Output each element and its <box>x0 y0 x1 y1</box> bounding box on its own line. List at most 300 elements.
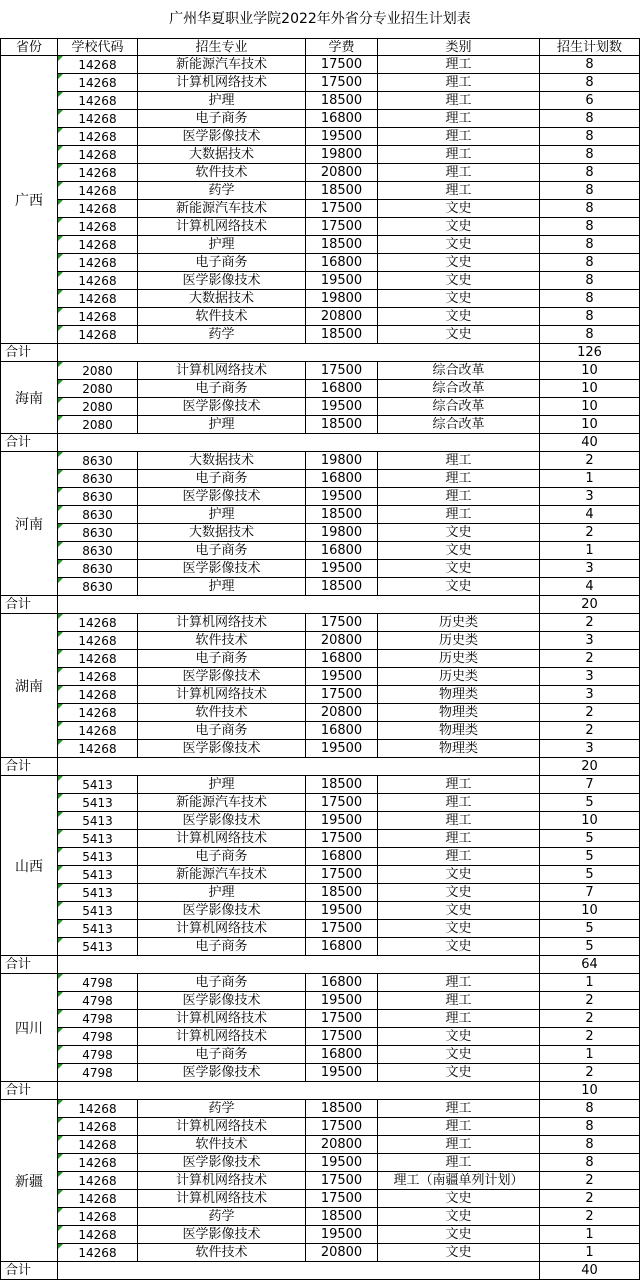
total-blank-cell <box>58 1262 540 1280</box>
cell-major: 软件技术 <box>138 164 306 182</box>
cell-category: 综合改革 <box>378 362 540 380</box>
cell-plan-count: 8 <box>540 200 640 218</box>
table-row <box>0 830 640 848</box>
table-row <box>0 470 640 488</box>
cell-tuition: 17500 <box>306 1028 378 1046</box>
cell-major: 计算机网络技术 <box>138 1010 306 1028</box>
total-value: 64 <box>540 956 640 974</box>
cell-school-code: 8630 <box>58 578 138 596</box>
cell-plan-count: 1 <box>540 974 640 992</box>
text-number-marker-icon <box>58 776 63 781</box>
header-province: 省份 <box>0 38 58 56</box>
table-row <box>0 1154 640 1172</box>
total-value: 40 <box>540 434 640 452</box>
cell-plan-count: 2 <box>540 722 640 740</box>
table-row <box>0 272 640 290</box>
total-blank-cell <box>58 344 540 362</box>
table-row <box>0 848 640 866</box>
total-blank-cell <box>58 758 540 776</box>
cell-plan-count: 10 <box>540 812 640 830</box>
table-row <box>0 740 640 758</box>
cell-plan-count: 4 <box>540 506 640 524</box>
cell-school-code: 14268 <box>58 128 138 146</box>
cell-tuition: 16800 <box>306 380 378 398</box>
table-row <box>0 1010 640 1028</box>
cell-school-code: 14268 <box>58 1208 138 1226</box>
table-row <box>0 1226 640 1244</box>
cell-plan-count: 7 <box>540 776 640 794</box>
cell-tuition: 20800 <box>306 632 378 650</box>
cell-major: 计算机网络技术 <box>138 1172 306 1190</box>
text-number-marker-icon <box>58 830 63 835</box>
cell-category: 综合改革 <box>378 380 540 398</box>
cell-tuition: 18500 <box>306 884 378 902</box>
cell-category: 物理类 <box>378 722 540 740</box>
header-major: 招生专业 <box>138 38 306 56</box>
text-number-marker-icon <box>58 1226 63 1231</box>
cell-category: 文史 <box>378 326 540 344</box>
table-row <box>0 1208 640 1226</box>
cell-tuition: 16800 <box>306 254 378 272</box>
table-row <box>0 182 640 200</box>
table-row <box>0 1100 640 1118</box>
cell-plan-count: 1 <box>540 1226 640 1244</box>
cell-school-code: 8630 <box>58 470 138 488</box>
cell-plan-count: 2 <box>540 524 640 542</box>
text-number-marker-icon <box>58 254 63 259</box>
cell-major: 药学 <box>138 1208 306 1226</box>
text-number-marker-icon <box>58 668 63 673</box>
cell-school-code: 14268 <box>58 218 138 236</box>
cell-major: 护理 <box>138 416 306 434</box>
text-number-marker-icon <box>58 686 63 691</box>
cell-tuition: 17500 <box>306 56 378 74</box>
total-label: 合计 <box>0 596 58 614</box>
cell-school-code: 5413 <box>58 848 138 866</box>
cell-category: 历史类 <box>378 650 540 668</box>
cell-tuition: 20800 <box>306 1136 378 1154</box>
cell-category: 理工 <box>378 56 540 74</box>
cell-major: 医学影像技术 <box>138 1064 306 1082</box>
text-number-marker-icon <box>58 1046 63 1051</box>
text-number-marker-icon <box>58 398 63 403</box>
text-number-marker-icon <box>58 218 63 223</box>
total-label: 合计 <box>0 956 58 974</box>
cell-major: 电子商务 <box>138 1046 306 1064</box>
text-number-marker-icon <box>58 290 63 295</box>
cell-category: 综合改革 <box>378 398 540 416</box>
text-number-marker-icon <box>58 812 63 817</box>
cell-tuition: 18500 <box>306 1100 378 1118</box>
cell-tuition: 16800 <box>306 938 378 956</box>
cell-plan-count: 7 <box>540 884 640 902</box>
cell-major: 计算机网络技术 <box>138 686 306 704</box>
cell-category: 理工 <box>378 1136 540 1154</box>
cell-category: 理工 <box>378 74 540 92</box>
cell-tuition: 17500 <box>306 686 378 704</box>
text-number-marker-icon <box>58 1064 63 1069</box>
cell-category: 理工 <box>378 488 540 506</box>
cell-plan-count: 2 <box>540 1190 640 1208</box>
cell-tuition: 17500 <box>306 1190 378 1208</box>
cell-category: 理工 <box>378 794 540 812</box>
cell-major: 计算机网络技术 <box>138 920 306 938</box>
cell-major: 医学影像技术 <box>138 560 306 578</box>
cell-category: 理工（南疆单列计划） <box>378 1172 540 1190</box>
total-value: 20 <box>540 758 640 776</box>
cell-tuition: 18500 <box>306 776 378 794</box>
cell-tuition: 19500 <box>306 902 378 920</box>
cell-plan-count: 8 <box>540 272 640 290</box>
cell-major: 护理 <box>138 776 306 794</box>
cell-tuition: 19500 <box>306 272 378 290</box>
table-row <box>0 722 640 740</box>
text-number-marker-icon <box>58 560 63 565</box>
total-label: 合计 <box>0 1082 58 1100</box>
cell-tuition: 19500 <box>306 1154 378 1172</box>
cell-category: 理工 <box>378 848 540 866</box>
cell-major: 计算机网络技术 <box>138 1028 306 1046</box>
cell-school-code: 4798 <box>58 1046 138 1064</box>
cell-tuition: 17500 <box>306 1172 378 1190</box>
cell-tuition: 19500 <box>306 740 378 758</box>
cell-plan-count: 3 <box>540 686 640 704</box>
table-row <box>0 920 640 938</box>
cell-plan-count: 2 <box>540 452 640 470</box>
cell-school-code: 14268 <box>58 1244 138 1262</box>
cell-tuition: 18500 <box>306 182 378 200</box>
cell-plan-count: 2 <box>540 1208 640 1226</box>
cell-tuition: 19500 <box>306 1226 378 1244</box>
cell-school-code: 2080 <box>58 398 138 416</box>
cell-tuition: 19500 <box>306 488 378 506</box>
cell-tuition: 16800 <box>306 722 378 740</box>
text-number-marker-icon <box>58 272 63 277</box>
cell-major: 医学影像技术 <box>138 1226 306 1244</box>
cell-plan-count: 6 <box>540 92 640 110</box>
cell-category: 文史 <box>378 1208 540 1226</box>
cell-major: 电子商务 <box>138 848 306 866</box>
table-row <box>0 1136 640 1154</box>
cell-major: 护理 <box>138 578 306 596</box>
total-blank-cell <box>58 1082 540 1100</box>
cell-category: 理工 <box>378 146 540 164</box>
cell-tuition: 19500 <box>306 128 378 146</box>
text-number-marker-icon <box>58 1208 63 1213</box>
cell-plan-count: 3 <box>540 632 640 650</box>
table-row <box>0 254 640 272</box>
cell-school-code: 14268 <box>58 1154 138 1172</box>
cell-school-code: 14268 <box>58 686 138 704</box>
cell-plan-count: 4 <box>540 578 640 596</box>
table-row <box>0 74 640 92</box>
cell-category: 文史 <box>378 272 540 290</box>
text-number-marker-icon <box>58 452 63 457</box>
cell-major: 医学影像技术 <box>138 398 306 416</box>
table-row <box>0 110 640 128</box>
table-row <box>0 812 640 830</box>
cell-category: 理工 <box>378 470 540 488</box>
cell-category: 理工 <box>378 92 540 110</box>
cell-school-code: 14268 <box>58 56 138 74</box>
text-number-marker-icon <box>58 884 63 889</box>
cell-major: 新能源汽车技术 <box>138 56 306 74</box>
cell-school-code: 4798 <box>58 1028 138 1046</box>
header-plan-count: 招生计划数 <box>540 38 640 56</box>
header-school-code: 学校代码 <box>58 38 138 56</box>
text-number-marker-icon <box>58 992 63 997</box>
table-row <box>0 938 640 956</box>
total-row <box>0 1082 640 1100</box>
cell-category: 理工 <box>378 182 540 200</box>
cell-tuition: 16800 <box>306 470 378 488</box>
cell-plan-count: 10 <box>540 380 640 398</box>
cell-tuition: 17500 <box>306 1118 378 1136</box>
cell-tuition: 18500 <box>306 1208 378 1226</box>
cell-category: 文史 <box>378 1028 540 1046</box>
text-number-marker-icon <box>58 74 63 79</box>
cell-major: 软件技术 <box>138 704 306 722</box>
cell-plan-count: 8 <box>540 1100 640 1118</box>
cell-major: 电子商务 <box>138 722 306 740</box>
cell-school-code: 14268 <box>58 164 138 182</box>
cell-plan-count: 8 <box>540 236 640 254</box>
cell-major: 大数据技术 <box>138 146 306 164</box>
total-value: 10 <box>540 1082 640 1100</box>
cell-plan-count: 1 <box>540 470 640 488</box>
cell-category: 综合改革 <box>378 416 540 434</box>
text-number-marker-icon <box>58 1136 63 1141</box>
cell-major: 电子商务 <box>138 110 306 128</box>
text-number-marker-icon <box>58 722 63 727</box>
cell-tuition: 17500 <box>306 794 378 812</box>
cell-plan-count: 2 <box>540 614 640 632</box>
cell-major: 医学影像技术 <box>138 812 306 830</box>
page-title: 广州华夏职业学院2022年外省分专业招生计划表 <box>169 11 471 27</box>
cell-plan-count: 8 <box>540 146 640 164</box>
cell-school-code: 14268 <box>58 614 138 632</box>
cell-tuition: 16800 <box>306 650 378 668</box>
cell-major: 药学 <box>138 182 306 200</box>
cell-category: 文史 <box>378 1244 540 1262</box>
text-number-marker-icon <box>58 1028 63 1033</box>
text-number-marker-icon <box>58 470 63 475</box>
cell-school-code: 14268 <box>58 182 138 200</box>
cell-major: 软件技术 <box>138 632 306 650</box>
cell-school-code: 14268 <box>58 740 138 758</box>
cell-category: 历史类 <box>378 632 540 650</box>
text-number-marker-icon <box>58 1154 63 1159</box>
cell-major: 大数据技术 <box>138 452 306 470</box>
table-row <box>0 974 640 992</box>
table-row <box>0 1190 640 1208</box>
cell-category: 理工 <box>378 506 540 524</box>
cell-plan-count: 8 <box>540 1154 640 1172</box>
cell-plan-count: 8 <box>540 308 640 326</box>
cell-school-code: 14268 <box>58 272 138 290</box>
cell-tuition: 17500 <box>306 866 378 884</box>
cell-plan-count: 8 <box>540 128 640 146</box>
cell-major: 医学影像技术 <box>138 488 306 506</box>
cell-category: 理工 <box>378 128 540 146</box>
cell-category: 文史 <box>378 290 540 308</box>
table-row <box>0 236 640 254</box>
cell-tuition: 17500 <box>306 74 378 92</box>
cell-category: 理工 <box>378 110 540 128</box>
text-number-marker-icon <box>58 794 63 799</box>
cell-tuition: 18500 <box>306 578 378 596</box>
table-row <box>0 128 640 146</box>
cell-tuition: 20800 <box>306 308 378 326</box>
total-label: 合计 <box>0 758 58 776</box>
province-cell: 海南 <box>0 362 58 434</box>
table-row <box>0 326 640 344</box>
cell-category: 理工 <box>378 164 540 182</box>
cell-major: 护理 <box>138 884 306 902</box>
table-row <box>0 398 640 416</box>
cell-school-code: 14268 <box>58 236 138 254</box>
cell-tuition: 19500 <box>306 992 378 1010</box>
cell-school-code: 14268 <box>58 326 138 344</box>
cell-tuition: 18500 <box>306 506 378 524</box>
cell-school-code: 14268 <box>58 290 138 308</box>
total-label: 合计 <box>0 344 58 362</box>
cell-major: 计算机网络技术 <box>138 830 306 848</box>
table-row <box>0 200 640 218</box>
cell-plan-count: 5 <box>540 938 640 956</box>
cell-major: 药学 <box>138 326 306 344</box>
table-row <box>0 1046 640 1064</box>
table-row <box>0 308 640 326</box>
cell-plan-count: 3 <box>540 740 640 758</box>
text-number-marker-icon <box>58 704 63 709</box>
table-row <box>0 866 640 884</box>
text-number-marker-icon <box>58 938 63 943</box>
cell-plan-count: 8 <box>540 110 640 128</box>
text-number-marker-icon <box>58 650 63 655</box>
cell-tuition: 18500 <box>306 326 378 344</box>
cell-category: 文史 <box>378 200 540 218</box>
cell-tuition: 18500 <box>306 416 378 434</box>
cell-category: 理工 <box>378 452 540 470</box>
table-row <box>0 650 640 668</box>
text-number-marker-icon <box>58 848 63 853</box>
table-row <box>0 452 640 470</box>
total-row <box>0 596 640 614</box>
cell-school-code: 14268 <box>58 1136 138 1154</box>
cell-category: 文史 <box>378 578 540 596</box>
cell-school-code: 2080 <box>58 416 138 434</box>
table-row <box>0 1028 640 1046</box>
cell-category: 文史 <box>378 236 540 254</box>
table-row <box>0 542 640 560</box>
cell-tuition: 17500 <box>306 362 378 380</box>
cell-major: 大数据技术 <box>138 524 306 542</box>
cell-school-code: 14268 <box>58 632 138 650</box>
table-row <box>0 884 640 902</box>
cell-major: 医学影像技术 <box>138 740 306 758</box>
cell-category: 文史 <box>378 902 540 920</box>
cell-plan-count: 8 <box>540 326 640 344</box>
cell-category: 文史 <box>378 1046 540 1064</box>
cell-plan-count: 10 <box>540 416 640 434</box>
cell-school-code: 4798 <box>58 1064 138 1082</box>
cell-category: 文史 <box>378 524 540 542</box>
cell-tuition: 20800 <box>306 1244 378 1262</box>
province-cell: 新疆 <box>0 1100 58 1262</box>
cell-major: 电子商务 <box>138 974 306 992</box>
cell-plan-count: 8 <box>540 74 640 92</box>
cell-plan-count: 8 <box>540 254 640 272</box>
cell-school-code: 8630 <box>58 488 138 506</box>
cell-school-code: 2080 <box>58 362 138 380</box>
cell-school-code: 14268 <box>58 722 138 740</box>
cell-plan-count: 8 <box>540 290 640 308</box>
cell-major: 电子商务 <box>138 254 306 272</box>
table-row <box>0 380 640 398</box>
cell-tuition: 18500 <box>306 236 378 254</box>
cell-school-code: 14268 <box>58 668 138 686</box>
cell-tuition: 20800 <box>306 704 378 722</box>
total-row <box>0 758 640 776</box>
cell-tuition: 18500 <box>306 92 378 110</box>
text-number-marker-icon <box>58 974 63 979</box>
cell-tuition: 19500 <box>306 560 378 578</box>
table-row <box>0 704 640 722</box>
cell-school-code: 4798 <box>58 974 138 992</box>
cell-tuition: 19800 <box>306 146 378 164</box>
cell-plan-count: 10 <box>540 362 640 380</box>
cell-tuition: 17500 <box>306 920 378 938</box>
cell-tuition: 19500 <box>306 1064 378 1082</box>
cell-major: 电子商务 <box>138 470 306 488</box>
cell-plan-count: 3 <box>540 668 640 686</box>
cell-school-code: 14268 <box>58 650 138 668</box>
cell-school-code: 14268 <box>58 254 138 272</box>
cell-major: 电子商务 <box>138 542 306 560</box>
text-number-marker-icon <box>58 902 63 907</box>
table-header-row <box>0 38 640 56</box>
cell-school-code: 14268 <box>58 200 138 218</box>
cell-plan-count: 2 <box>540 1010 640 1028</box>
total-label: 合计 <box>0 434 58 452</box>
cell-category: 历史类 <box>378 614 540 632</box>
text-number-marker-icon <box>58 1172 63 1177</box>
text-number-marker-icon <box>58 542 63 547</box>
text-number-marker-icon <box>58 110 63 115</box>
table-row <box>0 1064 640 1082</box>
text-number-marker-icon <box>58 614 63 619</box>
cell-school-code: 8630 <box>58 506 138 524</box>
cell-plan-count: 1 <box>540 542 640 560</box>
cell-school-code: 5413 <box>58 812 138 830</box>
cell-category: 理工 <box>378 974 540 992</box>
table-row <box>0 416 640 434</box>
cell-plan-count: 5 <box>540 866 640 884</box>
cell-school-code: 5413 <box>58 902 138 920</box>
cell-school-code: 2080 <box>58 380 138 398</box>
cell-plan-count: 8 <box>540 164 640 182</box>
cell-category: 文史 <box>378 308 540 326</box>
table-row <box>0 1172 640 1190</box>
cell-category: 文史 <box>378 920 540 938</box>
cell-plan-count: 8 <box>540 218 640 236</box>
cell-tuition: 17500 <box>306 200 378 218</box>
table-row <box>0 506 640 524</box>
total-row <box>0 1262 640 1280</box>
cell-category: 文史 <box>378 254 540 272</box>
text-number-marker-icon <box>58 1100 63 1105</box>
